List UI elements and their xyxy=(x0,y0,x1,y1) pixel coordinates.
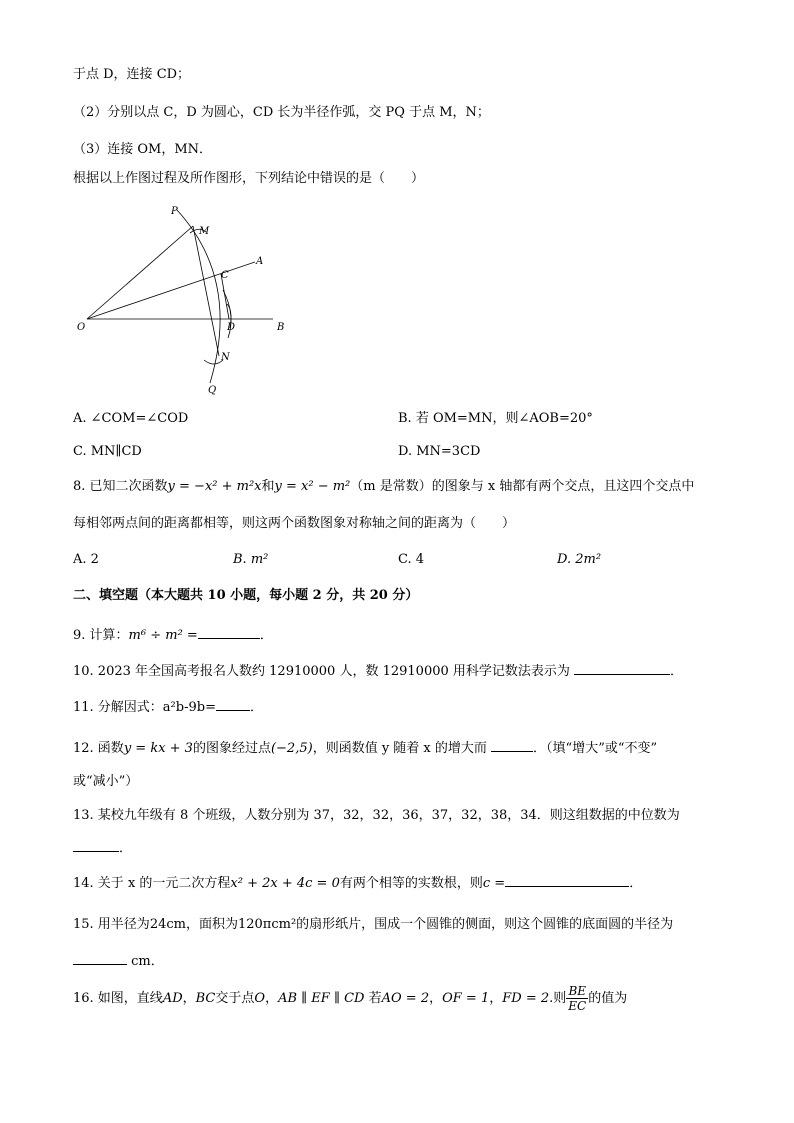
label-d: D xyxy=(227,322,236,333)
q7-option-a: A. ∠COM=∠COD xyxy=(73,411,189,426)
q7-line2: （2）分别以点 C，D 为圆心，CD 长为半径作弧，交 PQ 于点 M，N； xyxy=(73,105,490,120)
label-m: M xyxy=(199,226,210,237)
section-2-heading: 二、填空题（本大题共 10 小题，每小题 2 分，共 20 分） xyxy=(73,588,419,603)
q8-option-a: A. 2 xyxy=(73,552,99,567)
label-n: N xyxy=(221,352,230,363)
q12-answer-blank[interactable] xyxy=(491,738,533,752)
q8-function-1: y = −x² + m²x xyxy=(167,479,262,494)
q10-answer-blank[interactable] xyxy=(574,661,670,675)
q9: 9. 计算：m⁶ ÷ m² = ． xyxy=(73,625,273,645)
q8-option-d: D. 2m² xyxy=(557,552,602,567)
q14-answer-blank[interactable] xyxy=(505,873,629,887)
q11-answer-blank[interactable] xyxy=(216,697,250,711)
q15-line2: cm． xyxy=(73,951,164,971)
q7-line3: （3）连接 OM，MN． xyxy=(73,142,213,157)
q8-option-c: C. 4 xyxy=(398,552,425,567)
q7-question: 根据以上作图过程及所作图形，下列结论中错误的是（ ） xyxy=(73,171,425,186)
q15-answer-blank[interactable] xyxy=(73,951,127,965)
label-a: A xyxy=(256,256,264,267)
q8-option-b: B. m² xyxy=(233,552,269,567)
label-c: C xyxy=(221,270,229,281)
q13-line2: ． xyxy=(73,838,132,858)
q16: 16. 如图，直线AD，BC交于点O，AB ∥ EF ∥ CD 若AO = 2，OF = 1，FD = 2.则 $\frac{BE}{EC}$ 的值为 xyxy=(73,984,628,1013)
q11: 11. 分解因式：a²b-9b= ． xyxy=(73,697,263,717)
q10: 10. 2023 年全国高考报名人数约 12910000 人，数 12910000 用科学记数法表示为 ． xyxy=(73,661,683,681)
q7-option-b: B. 若 OM=MN，则∠AOB=20° xyxy=(398,411,593,426)
label-b: B xyxy=(277,322,285,333)
q8-stem-line2: 每相邻两点间的距离都相等，则这两个函数图象对称轴之间的距离为（ ） xyxy=(73,516,516,531)
q16-fraction: $\frac{BE}{EC}$ xyxy=(568,984,587,1013)
q13-line1: 13. 某校九年级有 8 个班级，人数分别为 37，32，32，36，37，32，38，34．则这组数据的中位数为 xyxy=(73,808,680,823)
q7-line1: 于点 D，连接 CD； xyxy=(73,67,191,82)
q8-function-2: y = x² − m² xyxy=(274,479,351,494)
label-q: Q xyxy=(208,385,217,396)
label-o: O xyxy=(77,322,86,333)
q7-figure xyxy=(73,200,293,400)
label-p: P xyxy=(171,206,178,217)
q9-answer-blank[interactable] xyxy=(198,625,260,639)
q7-option-c: C. MN∥CD xyxy=(73,444,142,459)
q7-option-d: D. MN=3CD xyxy=(398,444,481,459)
q12-line1: 12. 函数y = kx + 3的图象经过点(−2,5)，则函数值 y 随着 x 的增大而 ．（填“增大”或“不变” xyxy=(73,738,657,758)
q14: 14. 关于 x 的一元二次方程x² + 2x + 4c = 0有两个相等的实数根，则c = ． xyxy=(73,873,642,893)
q12-line2: 或“减小”） xyxy=(73,774,139,789)
q15-line1: 15. 用半径为24cm，面积为120πcm²的扇形纸片，围成一个圆锥的侧面，则这个圆锥的底面圆的半径为 xyxy=(73,917,674,932)
q13-answer-blank[interactable] xyxy=(73,838,119,852)
q8-stem-line1: 8. 已知二次函数y = −x² + m²x和y = x² − m²（m 是常数）的图象与 x 轴都有两个交点，且这四个交点中 xyxy=(73,479,695,494)
